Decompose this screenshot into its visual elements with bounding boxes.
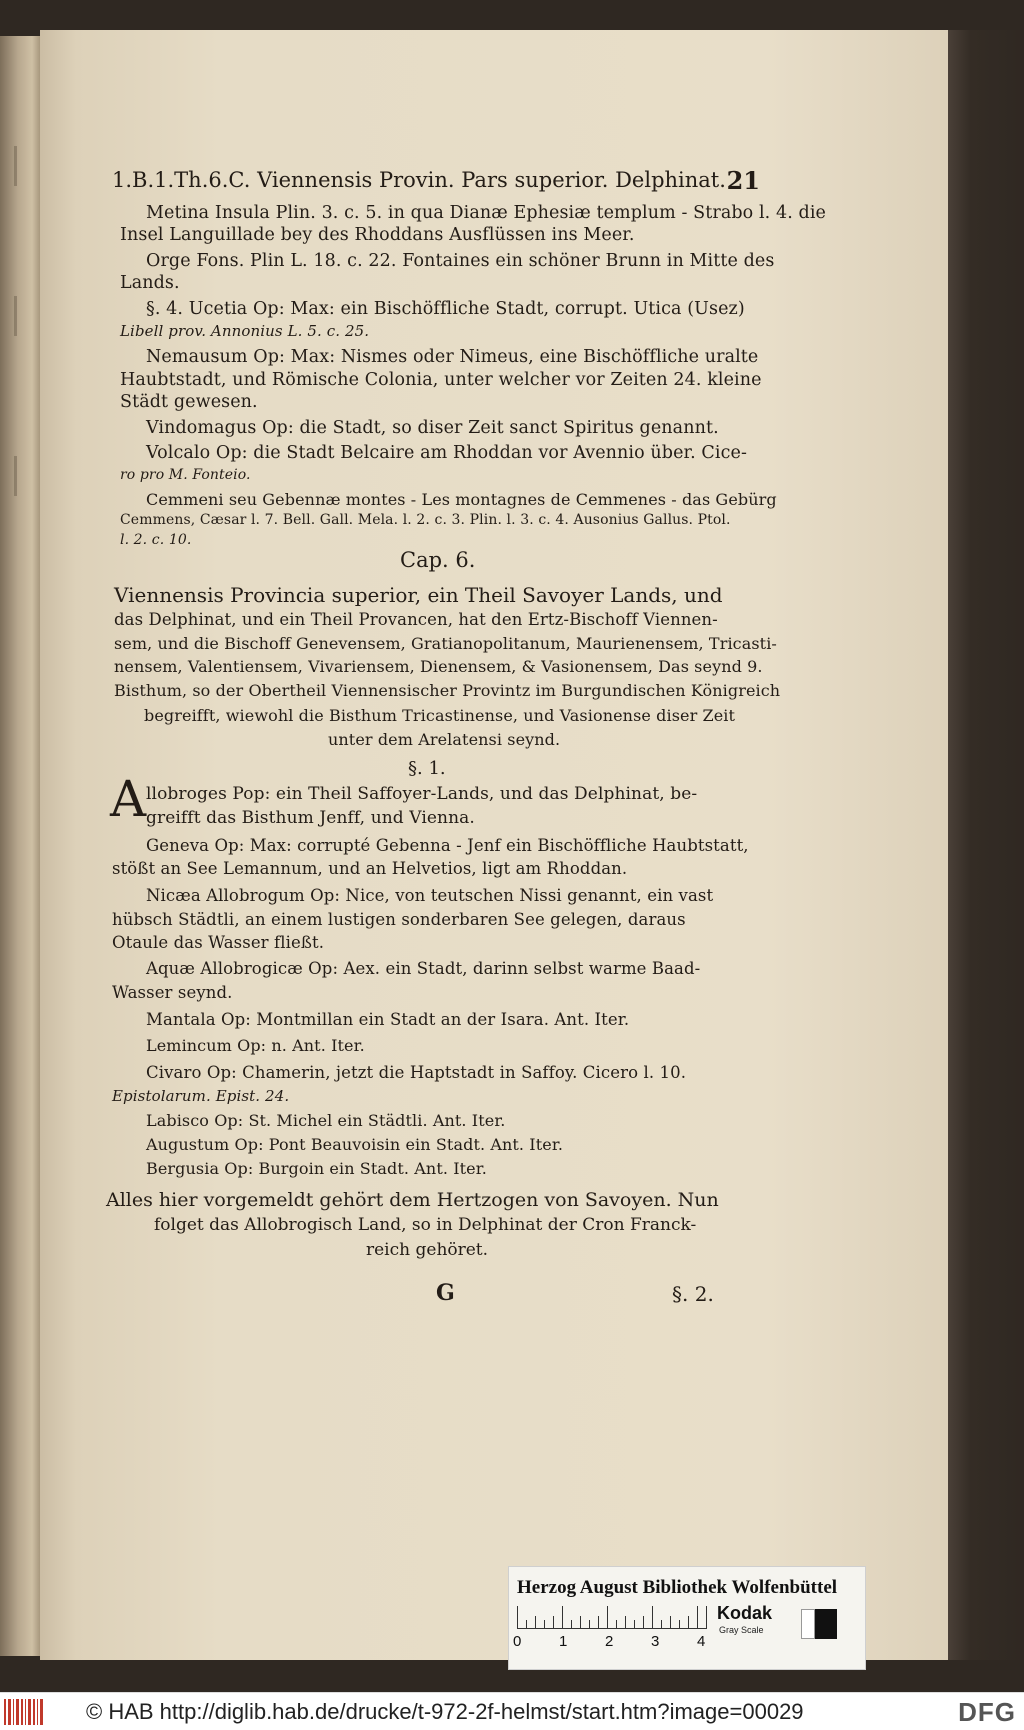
text-line: Mantala Op: Montmillan ein Stadt an der Isara. Ant. Iter. <box>146 1010 630 1029</box>
footer-bar <box>0 1692 1024 1730</box>
scale-ruler <box>517 1607 707 1629</box>
text-line: Labisco Op: St. Michel ein Städtli. Ant. Iter. <box>146 1111 506 1130</box>
text-line: Geneva Op: Max: corrupté Gebenna - Jenf ein Bischöffliche Haubtstatt, <box>146 836 749 855</box>
black-patch <box>815 1609 837 1639</box>
text-line: Orge Fons. Plin L. 18. c. 22. Fontaines ein schöner Brunn in Mitte des <box>146 251 775 271</box>
text-line: stößt an See Lemannum, und an Helvetios, ligt am Rhoddan. <box>112 859 628 878</box>
text-line: l. 2. c. 10. <box>120 532 192 548</box>
text-line: Otaule das Wasser fließt. <box>112 933 325 952</box>
text-line: Alles hier vorgemeldt gehört dem Hertzogen von Savoyen. Nun <box>106 1189 719 1211</box>
white-patch <box>801 1609 815 1639</box>
gray-scale-label: Gray Scale <box>719 1625 764 1635</box>
text-line: Viennensis Provincia superior, ein Theil Savoyer Lands, und <box>114 583 723 607</box>
text-line: nensem, Valentiensem, Vivariensem, Dienensem, & Vasionensem, Das seynd 9. <box>114 657 763 676</box>
text-line: unter dem Arelatensi seynd. <box>328 730 561 749</box>
text-line: sem, und die Bischoff Genevensem, Gratianopolitanum, Maurienensem, Tricasti- <box>114 634 777 653</box>
section-mark: §. 1. <box>408 758 446 779</box>
text-line: Städt gewesen. <box>120 392 258 412</box>
text-line: hübsch Städtli, an einem lustigen sonderbaren See gelegen, daraus <box>112 910 686 929</box>
text-line: Insel Languillade bey des Rhoddans Ausflüssen ins Meer. <box>120 225 635 245</box>
scale-number: 4 <box>697 1633 706 1650</box>
text-line: Aquæ Allobrogicæ Op: Aex. ein Stadt, darinn selbst warme Baad- <box>146 959 701 978</box>
text-line: Nemausum Op: Max: Nismes oder Nimeus, eine Bischöffliche uralte <box>146 347 759 367</box>
text-line: Cemmens, Cæsar l. 7. Bell. Gall. Mela. l. 2. c. 3. Plin. l. 3. c. 4. Ausonius Gallus. Ptol. <box>120 512 731 528</box>
scale-number: 1 <box>559 1633 568 1650</box>
scale-number: 0 <box>513 1633 522 1650</box>
running-head-title: 1.B.1.Th.6.C. Viennensis Provin. Pars superior. Delphinat. <box>112 168 726 192</box>
text-line: greifft das Bisthum Jenff, und Vienna. <box>146 808 475 828</box>
text-line: Libell prov. Annonius L. 5. c. 25. <box>120 322 370 340</box>
text-line: §. 4. Ucetia Op: Max: ein Bischöffliche Stadt, corrupt. Utica (Usez) <box>146 299 745 319</box>
text-line: ro pro M. Fonteio. <box>120 467 251 483</box>
text-line: Nicæa Allobrogum Op: Nice, von teutschen Nissi genannt, ein vast <box>146 886 714 905</box>
page-shadow <box>948 30 1024 1660</box>
text-line: das Delphinat, und ein Theil Provancen, hat den Ertz-Bischoff Viennen- <box>114 610 718 629</box>
text-line: Volcalo Op: die Stadt Belcaire am Rhoddan vor Avennio über. Cice- <box>146 443 747 463</box>
text-line: begreifft, wiewohl die Bisthum Tricastinense, und Vasionense diser Zeit <box>144 706 736 725</box>
text-line: Haubtstadt, und Römische Colonia, unter welcher vor Zeiten 24. kleine <box>120 370 762 390</box>
text-line: Bisthum, so der Obertheil Viennensischer Provintz im Burgundischen Königreich <box>114 681 781 700</box>
text-line: Wasser seynd. <box>112 983 233 1002</box>
text-line: reich gehöret. <box>366 1240 489 1260</box>
kodak-logo: Kodak <box>717 1603 773 1623</box>
running-head <box>112 166 760 195</box>
color-target-card <box>508 1566 866 1670</box>
text-line: Lands. <box>120 273 180 293</box>
signature-mark: G <box>436 1280 455 1306</box>
scale-number: 2 <box>605 1633 614 1650</box>
page-number: 21 <box>726 166 760 195</box>
drop-capital: A <box>110 770 147 828</box>
text-line: llobroges Pop: ein Theil Saffoyer-Lands, und das Delphinat, be- <box>146 784 698 804</box>
text-line: Vindomagus Op: die Stadt, so diser Zeit sanct Spiritus genannt. <box>146 418 719 438</box>
text-line: Bergusia Op: Burgoin ein Stadt. Ant. Iter. <box>146 1159 487 1178</box>
text-line: Augustum Op: Pont Beauvoisin ein Stadt. Ant. Iter. <box>146 1135 563 1154</box>
library-name: Herzog August Bibliothek Wolfenbüttel <box>517 1577 838 1598</box>
text-line: Lemincum Op: n. Ant. Iter. <box>146 1036 365 1055</box>
previous-page-edge <box>0 36 40 1656</box>
text-line: Civaro Op: Chamerin, jetzt die Haptstadt in Saffoy. Cicero l. 10. <box>146 1063 687 1082</box>
text-line: Epistolarum. Epist. 24. <box>112 1087 290 1105</box>
catchword: §. 2. <box>672 1282 714 1306</box>
barcode-icon <box>4 1699 44 1725</box>
dfg-logo: DFG <box>958 1697 1016 1727</box>
chapter-heading: Cap. 6. <box>400 548 476 572</box>
permalink[interactable]: © HAB http://diglib.hab.de/drucke/t-972-2f-helmst/start.htm?image=00029 <box>86 1699 804 1724</box>
scale-number: 3 <box>651 1633 660 1650</box>
text-line: folget das Allobrogisch Land, so in Delphinat der Cron Franck- <box>154 1215 697 1235</box>
text-line: Cemmeni seu Gebennæ montes - Les montagnes de Cemmenes - das Gebürg <box>146 490 777 509</box>
text-line: Metina Insula Plin. 3. c. 5. in qua Dianæ Ephesiæ templum - Strabo l. 4. die <box>146 203 826 223</box>
